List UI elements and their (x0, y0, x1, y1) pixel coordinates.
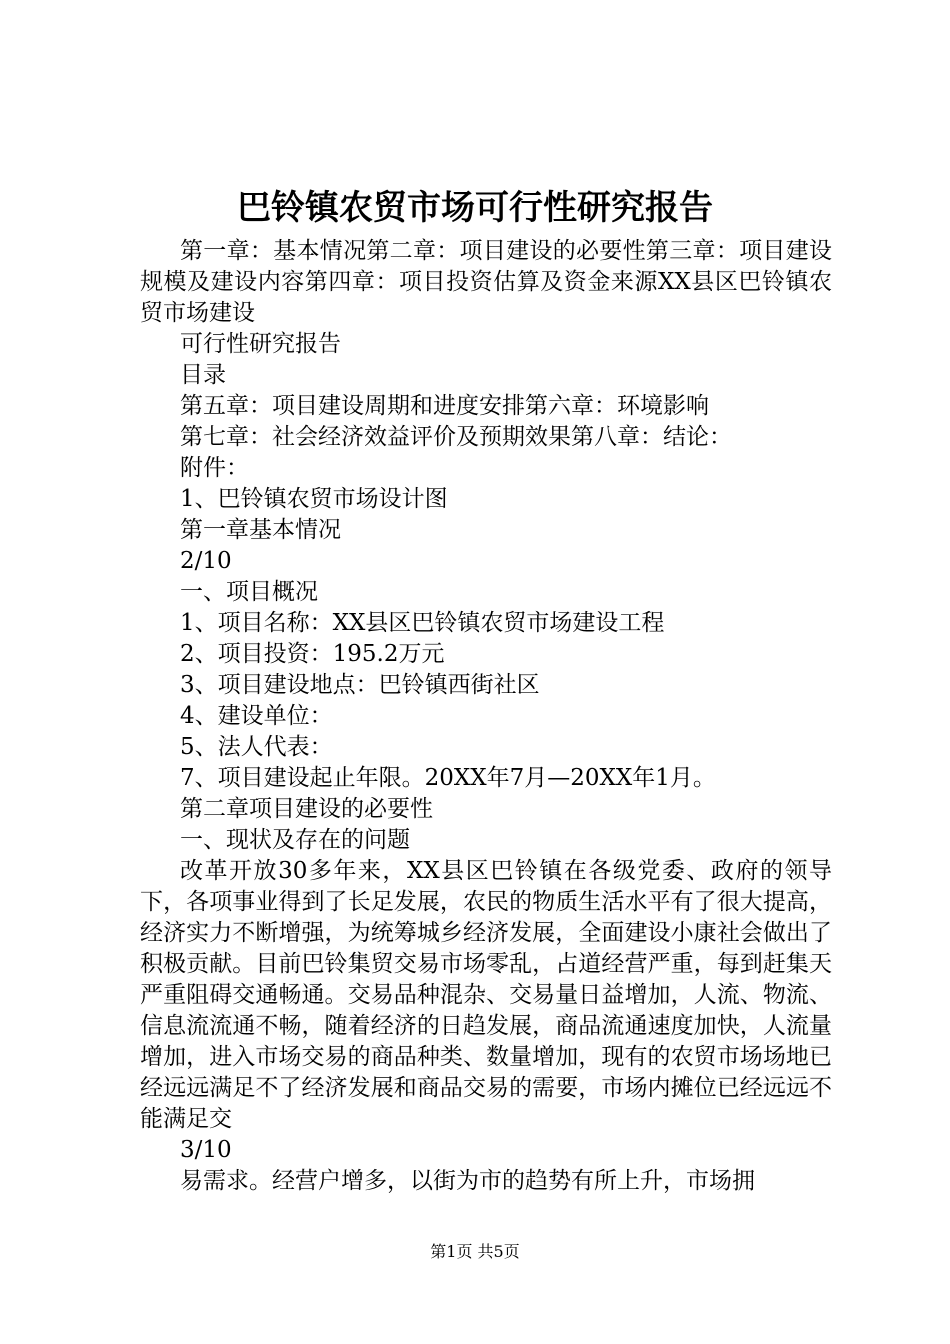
chapter-heading: 第一章基本情况 (180, 517, 341, 543)
chapter-heading: 第二章项目建设的必要性 (180, 796, 433, 822)
list-item: 7、项目建设起止年限。20XX年7月—20XX年1月。 (180, 765, 716, 791)
list-item: 3、项目建设地点：巴铃镇西街社区 (180, 672, 540, 698)
section-heading: 一、项目概况 (180, 579, 318, 605)
page-marker: 2/10 (180, 548, 232, 574)
document-body (140, 236, 832, 1197)
list-item: 1、项目名称：XX县区巴铃镇农贸市场建设工程 (180, 610, 665, 636)
list-item: 2、项目投资：195.2万元 (180, 641, 445, 667)
toc-heading: 目录 (180, 362, 226, 388)
continuation-paragraph: 易需求。经营户增多，以街为市的趋势有所上升，市场拥 (180, 1168, 755, 1194)
body-line: 可行性研究报告 (180, 331, 341, 357)
body-paragraph: 改革开放30多年来，XX县区巴铃镇在各级党委、政府的领导下，各项事业得到了长足发展，农民的物质生活水平有了很大提高，经济实力不断增强，为统筹城乡经济发展，全面建设小康社会做出了积极贡献。目前巴铃集贸交易市场零乱，占道经营严重，每到赶集天严重阻碍交通畅通。交易品种混杂、交易量日益增加，人流、物流、信息流流通不畅，随着经济的日趋发展，商品流通速度加快，人流量增加，进入市场交易的商品种类、数量增加，现有的农贸市场场地已经远远满足不了经济发展和商品交易的需要，市场内摊位已经远远不能满足交 (140, 858, 832, 1132)
list-item: 5、法人代表： (180, 734, 333, 760)
section-heading: 一、现状及存在的问题 (180, 827, 410, 853)
page-marker: 3/10 (180, 1137, 232, 1163)
page-footer: 第1页 共5页 (430, 1242, 520, 1261)
intro-paragraph: 第一章：基本情况第二章：项目建设的必要性第三章：项目建设规模及建设内容第四章：项目投资估算及资金来源XX县区巴铃镇农贸市场建设 (140, 238, 832, 326)
attachment-item: 1、巴铃镇农贸市场设计图 (180, 486, 448, 512)
toc-line: 第五章：项目建设周期和进度安排第六章：环境影响 (180, 393, 709, 419)
attachment-heading: 附件： (180, 455, 249, 481)
list-item: 4、建设单位： (180, 703, 333, 729)
document-title: 巴铃镇农贸市场可行性研究报告 (237, 188, 713, 228)
toc-line: 第七章：社会经济效益评价及预期效果第八章：结论： (180, 424, 732, 450)
